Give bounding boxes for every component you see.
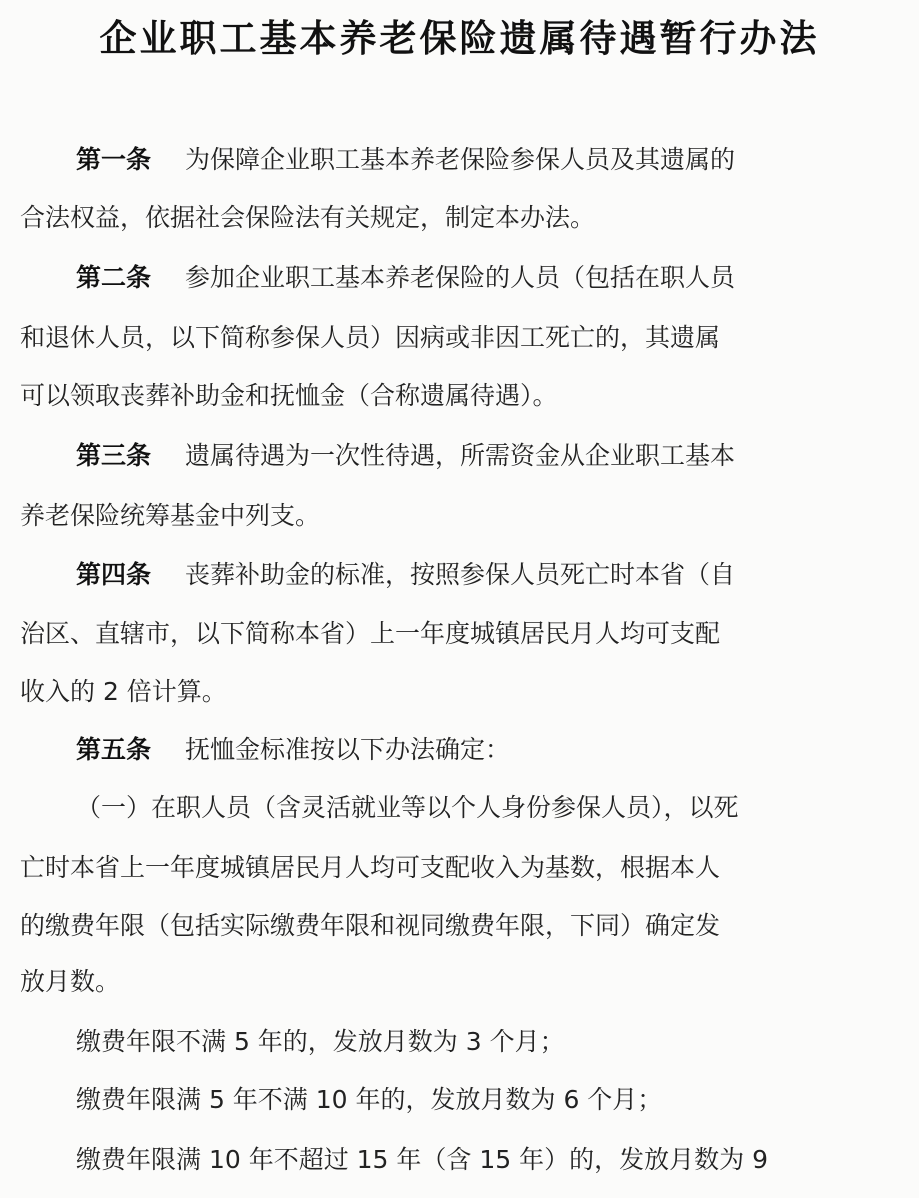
article-1-heading: 第一条	[76, 145, 152, 174]
article-4-line-1	[76, 555, 900, 595]
article-5-text: 抚恤金标准按以下办法确定：	[185, 735, 511, 764]
article-3-heading: 第三条	[76, 441, 152, 470]
article-3-line-1	[76, 436, 900, 476]
article-5-heading: 第五条	[76, 735, 152, 764]
article-2-heading: 第二条	[76, 263, 152, 292]
clause-1-line-4: 放月数。	[20, 967, 121, 996]
article-3-text: 遗属待遇为一次性待遇，所需资金从企业职工基本	[185, 441, 736, 470]
article-4-text: 丧葬补助金的标准，按照参保人员死亡时本省（自	[185, 560, 736, 589]
article-5-line-1	[76, 730, 900, 770]
article-2-line-3: 可以领取丧葬补助金和抚恤金（合称遗属待遇）。	[20, 381, 558, 410]
article-4-line-2: 治区、直辖市，以下简称本省）上一年度城镇居民月人均可支配	[20, 619, 721, 648]
rule-line-3: 缴费年限满 10 年不超过 15 年（含 15 年）的，发放月数为 9	[76, 1145, 768, 1174]
clause-1-line-1: （一）在职人员（含灵活就业等以个人身份参保人员），以死	[76, 793, 739, 822]
article-1-line-2: 合法权益，依据社会保险法有关规定，制定本办法。	[20, 203, 596, 232]
article-2-line-2: 和退休人员，以下简称参保人员）因病或非因工死亡的，其遗属	[20, 323, 721, 352]
article-2-text: 参加企业职工基本养老保险的人员（包括在职人员	[185, 263, 736, 292]
article-1-line-1	[76, 140, 900, 180]
article-1-text: 为保障企业职工基本养老保险参保人员及其遗属的	[185, 145, 736, 174]
article-4-heading: 第四条	[76, 560, 152, 589]
clause-1-line-2: 亡时本省上一年度城镇居民月人均可支配收入为基数，根据本人	[20, 853, 721, 882]
article-3-line-2: 养老保险统筹基金中列支。	[20, 501, 321, 530]
rule-line-1: 缴费年限不满 5 年的，发放月数为 3 个月；	[76, 1027, 565, 1056]
rule-line-2: 缴费年限满 5 年不满 10 年的，发放月数为 6 个月；	[76, 1085, 663, 1114]
article-2-line-1	[76, 258, 900, 298]
document-title: 企业职工基本养老保险遗属待遇暂行办法	[99, 16, 820, 60]
clause-1-line-3: 的缴费年限（包括实际缴费年限和视同缴费年限，下同）确定发	[20, 911, 721, 940]
article-4-line-3: 收入的 2 倍计算。	[20, 677, 227, 706]
